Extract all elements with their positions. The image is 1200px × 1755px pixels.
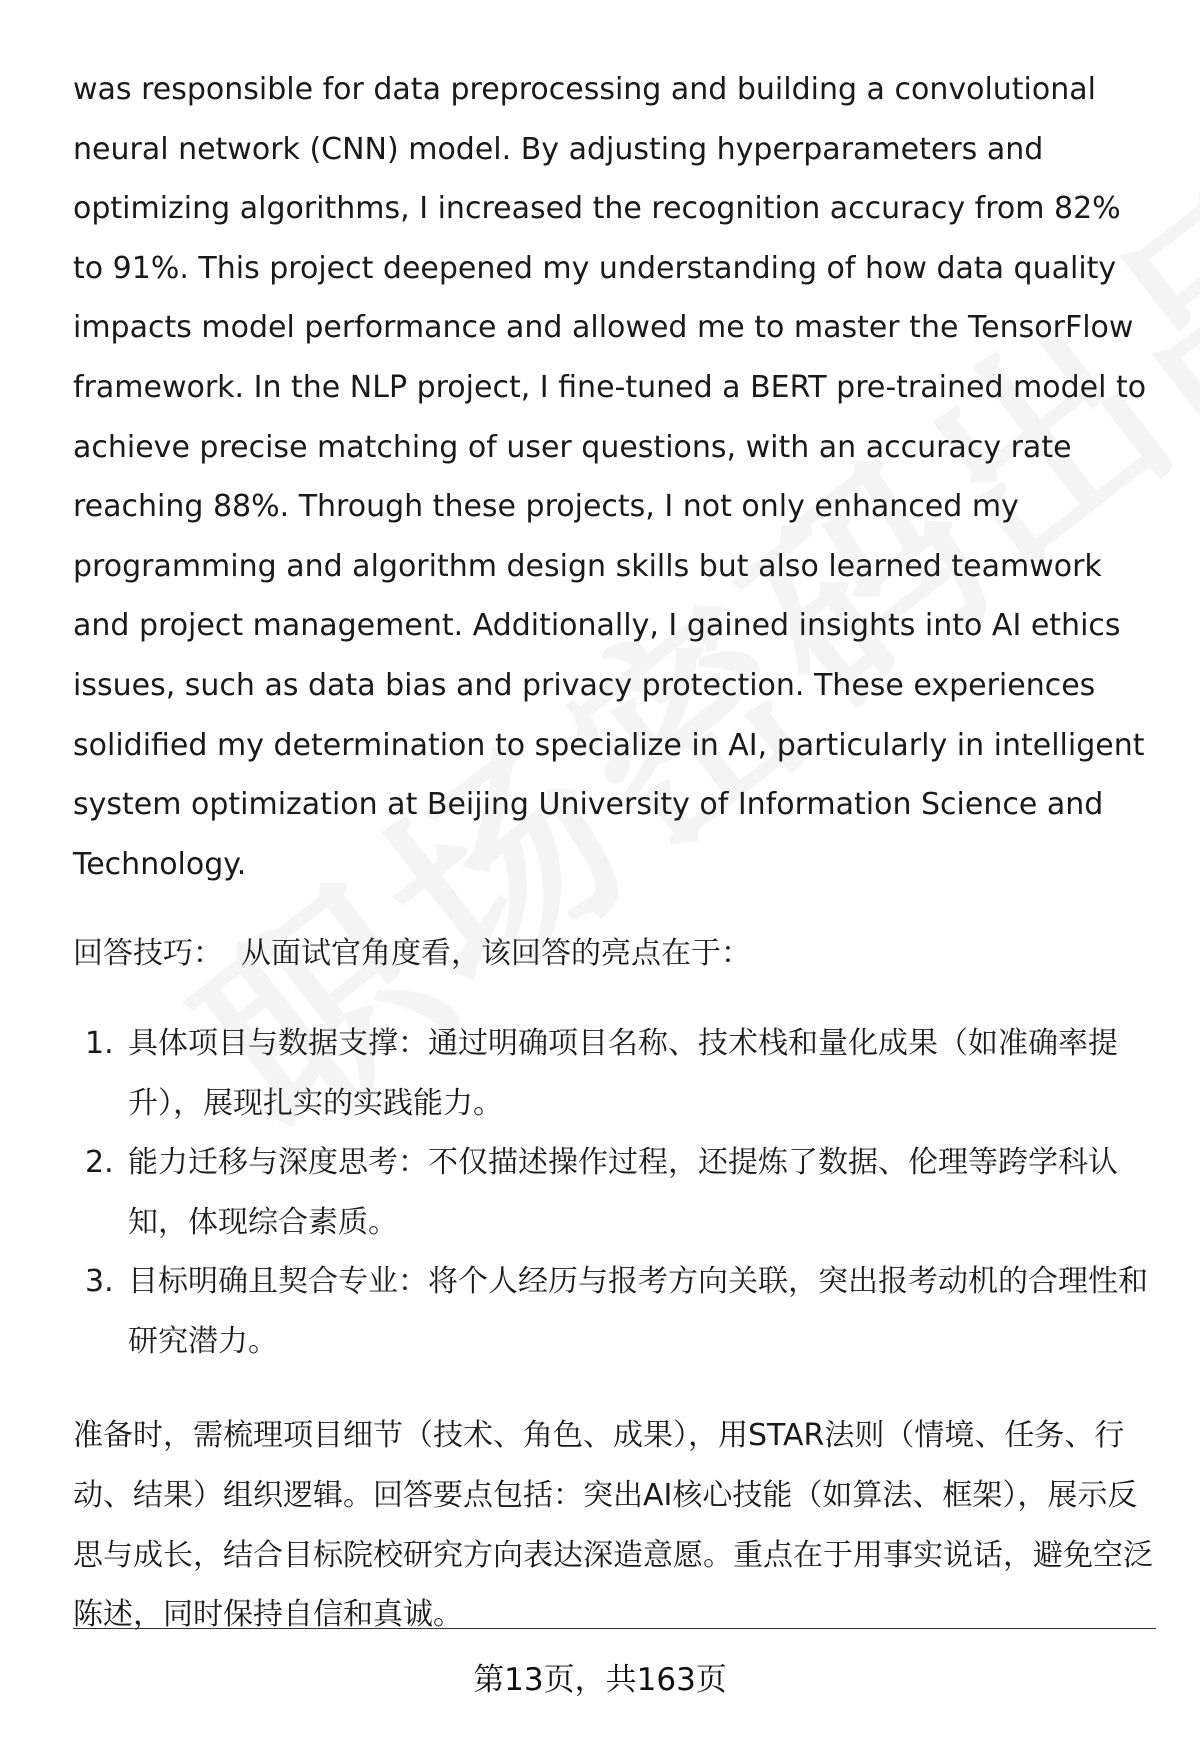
list-item-number: 2.	[85, 1145, 114, 1181]
page-content	[73, 60, 1153, 1645]
highlight-list	[73, 1014, 1153, 1372]
list-item-text: 能力迁移与深度思考：不仅描述操作过程，还提炼了数据、伦理等跨学科认知，体现综合素质。	[128, 1145, 1118, 1240]
body-paragraph: was responsible for data preprocessing and building a convolutional neural network (CNN) model. By adjusting hyperparameters and optimizing algorithms, I increased the recognition accuracy from 82% to 91%. This project deepened my understanding of how data quality impacts model performance and allowed me to master the TensorFlow framework. In the NLP project, I fine-tuned a BERT pre-trained model to achieve precise matching of user questions, with an accuracy rate reaching 88%. Through these projects, I not only enhanced my programming and algorithm design skills but also learned teamwork and project management. Additionally, I gained insights into AI ethics issues, such as data bias and privacy protection. These experiences solidified my determination to specialize in AI, particularly in intelligent system optimization at Beijing University of Information Science and Technology.	[73, 72, 1147, 882]
list-item-number: 3.	[85, 1264, 114, 1300]
answer-tip-label: 回答技巧：	[73, 936, 223, 972]
page-number: 第13页，共163页	[473, 1662, 727, 1698]
list-item-text: 目标明确且契合专业：将个人经历与报考方向关联，突出报考动机的合理性和研究潜力。	[128, 1264, 1148, 1359]
list-item	[73, 1133, 1153, 1252]
footer-divider	[73, 1628, 1156, 1629]
list-item-text: 具体项目与数据支撑：通过明确项目名称、技术栈和量化成果（如准确率提升），展现扎实的实践能力。	[128, 1025, 1118, 1121]
list-item	[73, 1014, 1153, 1133]
summary-paragraph: 准备时，需梳理项目细节（技术、角色、成果），用STAR法则（情境、任务、行动、结果）组织逻辑。回答要点包括：突出AI核心技能（如算法、框架），展示反思与成长，结合目标院校研究方向表达深造意愿。重点在于用事实说话，避免空泛陈述，同时保持自信和真诚。	[73, 1418, 1153, 1633]
list-item-number: 1.	[85, 1025, 114, 1061]
answer-tip	[73, 924, 1153, 984]
answer-tip-text: 从面试官角度看，该回答的亮点在于：	[241, 936, 751, 972]
list-item	[73, 1252, 1153, 1371]
